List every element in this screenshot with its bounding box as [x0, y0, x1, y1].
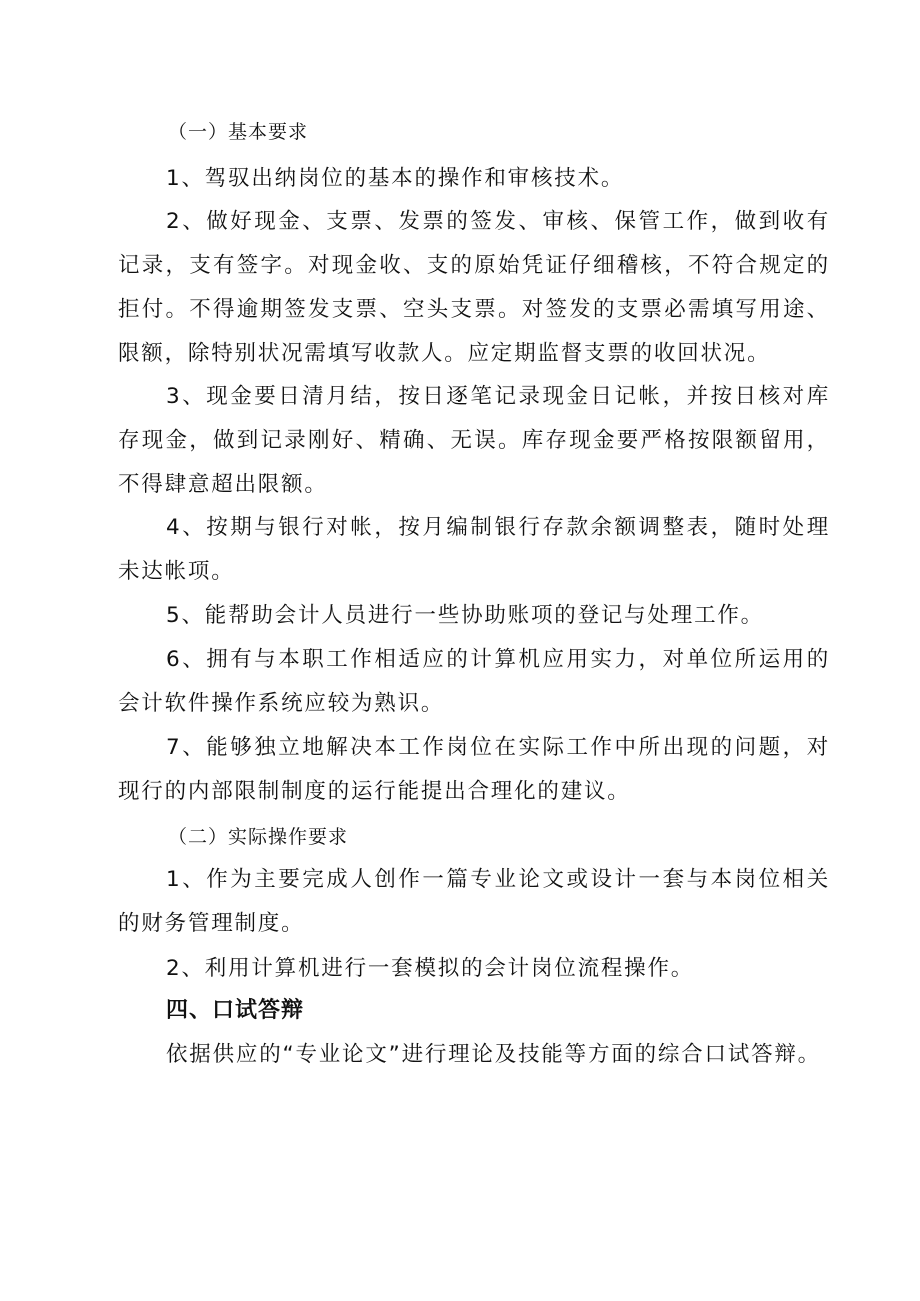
section-four-body: 依据供应的“专业论文”进行理论及技能等方面的综合口试答辩。 — [166, 1042, 821, 1067]
section-one-item-6: 6、拥有与本职工作相适应的计算机应用实力，对单位所运用的会计软件操作系统应较为熟识。 — [118, 647, 830, 716]
section-four-heading: 四、口试答辩 — [166, 998, 305, 1023]
section-one-item-5: 5、能帮助会计人员进行一些协助账项的登记与处理工作。 — [166, 603, 764, 628]
section-two-item-2: 2、利用计算机进行一套模拟的会计岗位流程操作。 — [166, 956, 695, 981]
section-one-title: （一）基本要求 — [168, 121, 309, 143]
section-one-item-7: 7、能够独立地解决本工作岗位在实际工作中所出现的问题，对现行的内部限制制度的运行能提出合理化的建议。 — [118, 735, 830, 804]
section-one-item-2: 2、做好现金、支票、发票的签发、审核、保管工作，做到收有记录，支有签字。对现金收、支的原始凭证仔细稽核，不符合规定的拒付。不得逾期签发支票、空头支票。对签发的支票必需填写用途、限额，除特别状况需填写收款人。应定期监督支票的收回状况。 — [118, 209, 830, 366]
section-one-item-4: 4、按期与银行对帐，按月编制银行存款余额调整表，随时处理未达帐项。 — [118, 515, 830, 584]
section-two-title: （二）实际操作要求 — [168, 826, 349, 848]
section-one-item-1: 1、驾驭出纳岗位的基本的操作和审核技术。 — [166, 166, 625, 191]
section-two-item-1: 1、作为主要完成人创作一篇专业论文或设计一套与本岗位相关的财务管理制度。 — [118, 867, 830, 936]
section-one-item-3: 3、现金要日清月结，按日逐笔记录现金日记帐，并按日核对库存现金，做到记录刚好、精确、无误。库存现金要严格按限额留用，不得肆意超出限额。 — [118, 384, 830, 497]
